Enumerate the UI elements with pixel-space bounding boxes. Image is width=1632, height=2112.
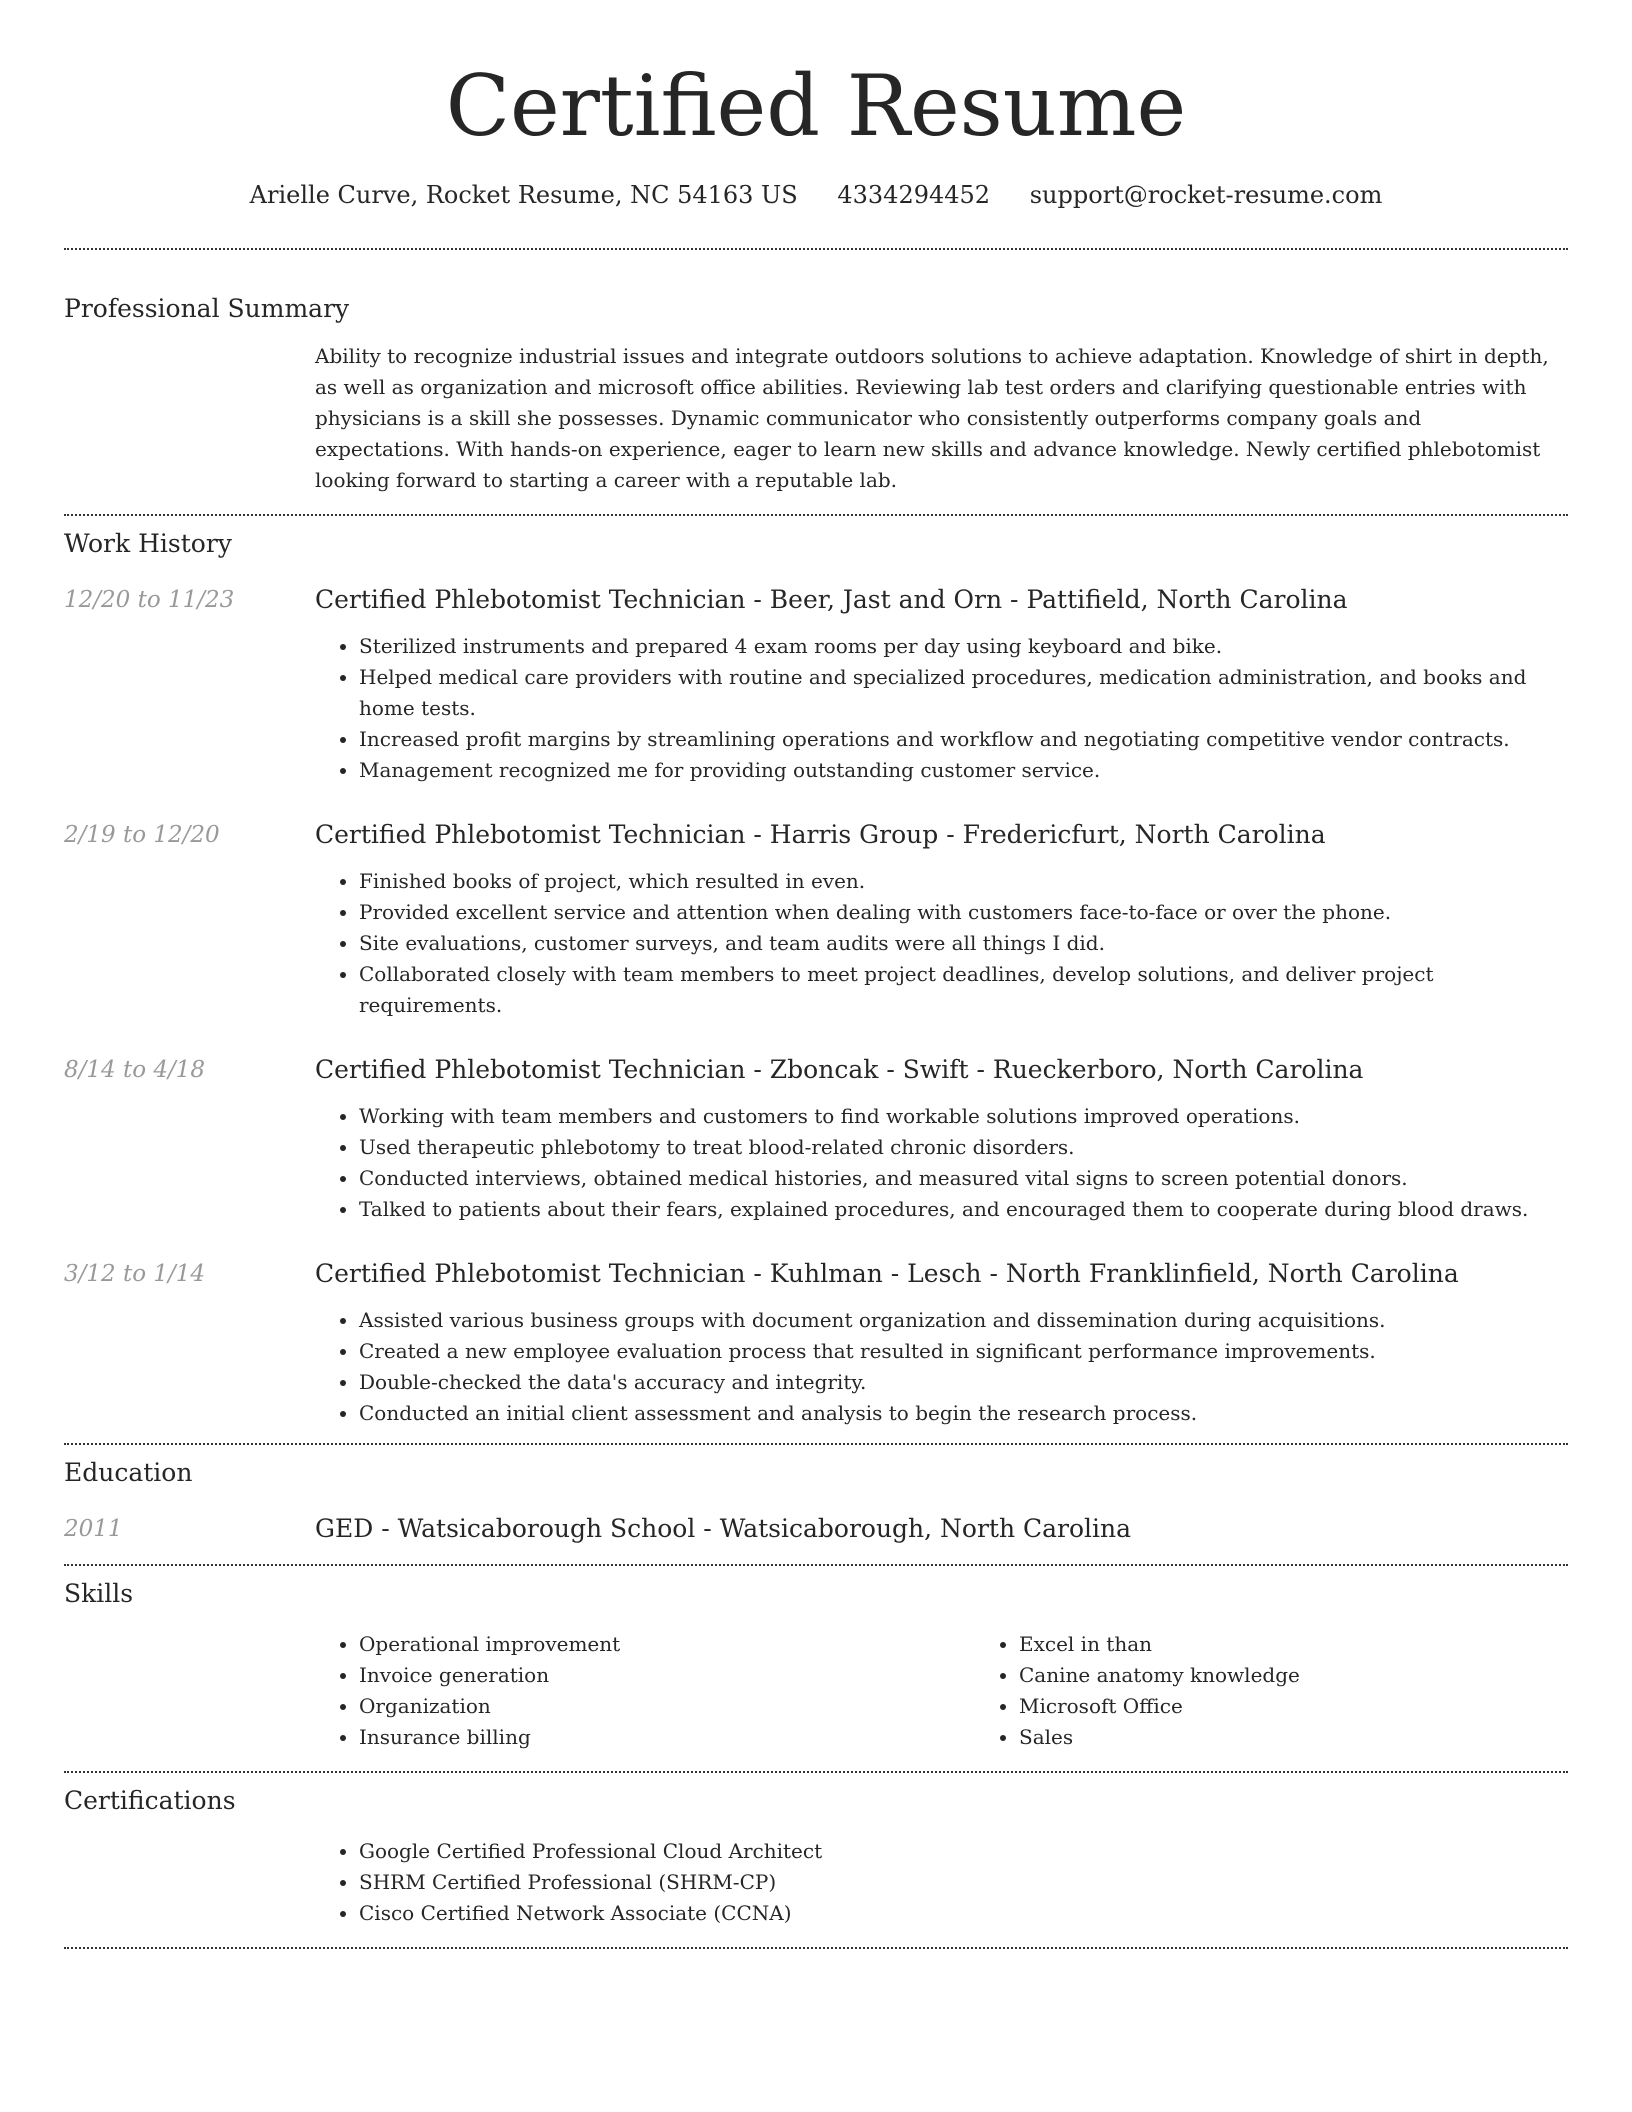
- skills-list-left: [315, 1629, 975, 1753]
- job-dates: 8/14 to 4/18: [64, 1057, 206, 1083]
- list-item: • Conducted interviews, obtained medical histories, and measured vital signs to screen potential donors.: [359, 1163, 1568, 1194]
- list-item: • Double-checked the data's accuracy and integrity.: [359, 1367, 1568, 1398]
- contact-phone: 4334294452: [837, 181, 991, 209]
- certification-item: • Google Certified Professional Cloud Architect: [359, 1836, 1568, 1867]
- certifications-list: [315, 1836, 1568, 1929]
- list-item: • Used therapeutic phlebotomy to treat blood-related chronic disorders.: [359, 1132, 1568, 1163]
- job-bullets: [315, 631, 1568, 786]
- certifications-title: Certifications: [64, 1786, 236, 1815]
- summary-spacer: [64, 341, 315, 496]
- summary-text: Ability to recognize industrial issues and integrate outdoors solutions to achieve adaptation. Knowledge of shirt in depth, as well as organization and microsoft office abilities. Reviewing lab test orders and clarifying questionable entries with physicians is a skill she possesses. Dynamic communicator who consistently outperforms company goals and expectations. With hands-on experience, eager to learn new skills and advance knowledge. Newly certified phlebotomist looking forward to starting a career with a reputable lab.: [315, 344, 1549, 492]
- job-entry: [64, 1257, 1568, 1429]
- job-bullets: [315, 866, 1568, 1021]
- list-item: • Provided excellent service and attention when dealing with customers face-to-face or over the phone.: [359, 897, 1568, 928]
- job-bullets: [315, 1305, 1568, 1429]
- list-item: • Talked to patients about their fears, explained procedures, and encouraged them to cooperate during blood draws.: [359, 1194, 1568, 1225]
- education-title: Education: [64, 1458, 193, 1487]
- list-item: • Increased profit margins by streamlining operations and workflow and negotiating competitive vendor contracts.: [359, 724, 1568, 755]
- job-entry: [64, 583, 1568, 786]
- education-year: 2011: [64, 1516, 123, 1542]
- certification-item: • SHRM Certified Professional (SHRM-CP): [359, 1867, 1568, 1898]
- list-item: • Sterilized instruments and prepared 4 exam rooms per day using keyboard and bike.: [359, 631, 1568, 662]
- list-item: • Site evaluations, customer surveys, and team audits were all things I did.: [359, 928, 1568, 959]
- skill-item: • Invoice generation: [359, 1660, 975, 1691]
- job-title: Certified Phlebotomist Technician - Zboncak - Swift - Rueckerboro, North Carolina: [315, 1055, 1364, 1084]
- job-dates: 3/12 to 1/14: [64, 1261, 206, 1287]
- list-item: • Conducted an initial client assessment and analysis to begin the research process.: [359, 1398, 1568, 1429]
- skill-item: • Sales: [1019, 1722, 1632, 1753]
- job-entry: [64, 1053, 1568, 1225]
- skills-section: [0, 1566, 1632, 1753]
- job-title: Certified Phlebotomist Technician - Kuhlman - Lesch - North Franklinfield, North Carolina: [315, 1259, 1459, 1288]
- job-dates: 2/19 to 12/20: [64, 822, 220, 848]
- list-item: • Created a new employee evaluation process that resulted in significant performance improvements.: [359, 1336, 1568, 1367]
- work-history-title: Work History: [64, 529, 232, 558]
- skills-title: Skills: [64, 1579, 134, 1608]
- education-entry: GED - Watsicaborough School - Watsicaborough, North Carolina: [315, 1514, 1132, 1543]
- skills-list-right: [975, 1629, 1632, 1753]
- list-item: • Helped medical care providers with routine and specialized procedures, medication administration, and books and home tests.: [359, 662, 1568, 724]
- job-title: Certified Phlebotomist Technician - Beer, Jast and Orn - Pattifield, North Carolina: [315, 585, 1348, 614]
- contact-line: [0, 178, 1632, 212]
- summary-section: [0, 250, 1632, 496]
- job-dates: 12/20 to 11/23: [64, 587, 235, 613]
- certifications-spacer: [64, 1836, 315, 1929]
- education-section: [0, 1445, 1632, 1546]
- resume-header: [0, 0, 1632, 212]
- job-title: Certified Phlebotomist Technician - Harris Group - Fredericfurt, North Carolina: [315, 820, 1326, 849]
- job-bullets: [315, 1101, 1568, 1225]
- list-item: • Working with team members and customers to find workable solutions improved operations.: [359, 1101, 1568, 1132]
- skill-item: • Operational improvement: [359, 1629, 975, 1660]
- list-item: • Finished books of project, which resulted in even.: [359, 866, 1568, 897]
- contact-email: support@rocket-resume.com: [1029, 181, 1383, 209]
- contact-address: Arielle Curve, Rocket Resume, NC 54163 US: [249, 181, 798, 209]
- section-divider: [64, 1947, 1568, 1949]
- summary-title: Professional Summary: [64, 294, 350, 323]
- list-item: • Collaborated closely with team members to meet project deadlines, develop solutions, and deliver project requirements.: [359, 959, 1568, 1021]
- skill-item: • Excel in than: [1019, 1629, 1632, 1660]
- job-entry: [64, 818, 1568, 1021]
- skill-item: • Canine anatomy knowledge: [1019, 1660, 1632, 1691]
- skill-item: • Organization: [359, 1691, 975, 1722]
- list-item: • Assisted various business groups with document organization and dissemination during acquisitions.: [359, 1305, 1568, 1336]
- certifications-section: [0, 1773, 1632, 1929]
- list-item: • Management recognized me for providing outstanding customer service.: [359, 755, 1568, 786]
- certification-item: • Cisco Certified Network Associate (CCNA): [359, 1898, 1568, 1929]
- skills-spacer: [64, 1629, 315, 1753]
- skill-item: • Insurance billing: [359, 1722, 975, 1753]
- work-history-section: [0, 516, 1632, 1429]
- skill-item: • Microsoft Office: [1019, 1691, 1632, 1722]
- resume-name: Certified Resume: [445, 57, 1187, 155]
